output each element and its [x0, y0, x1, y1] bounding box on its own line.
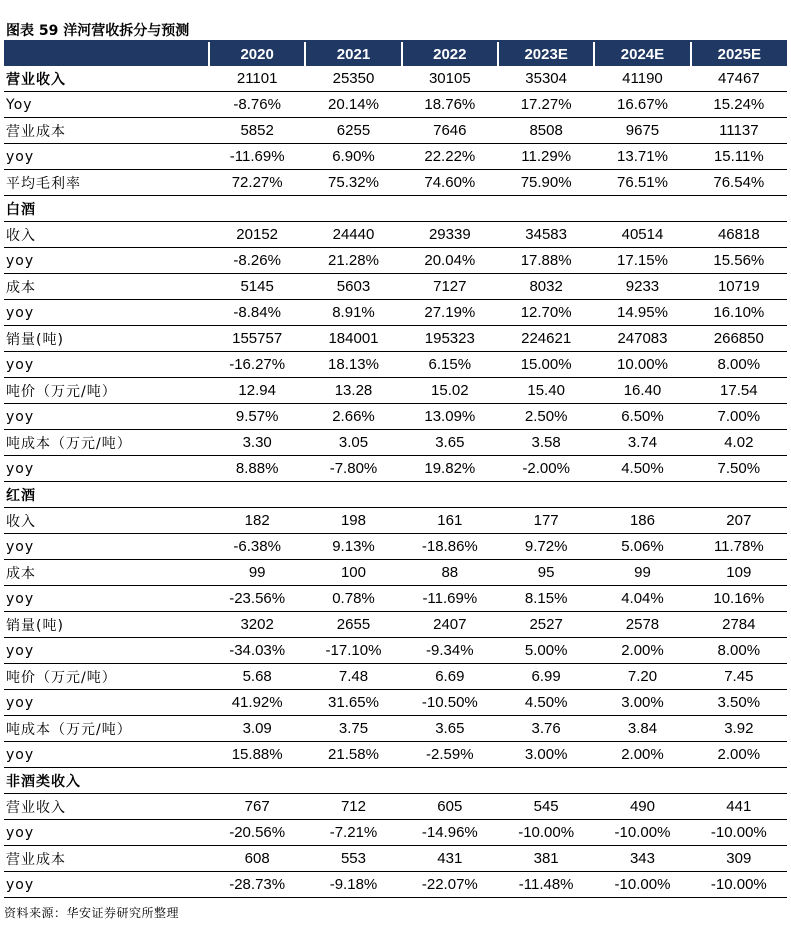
table-row: [4, 352, 787, 378]
value-cell: 9675: [594, 118, 690, 144]
value-cell: 2655: [305, 612, 401, 638]
value-cell: -16.27%: [209, 352, 305, 378]
table-header-row: [4, 42, 787, 66]
value-cell: 41190: [594, 66, 690, 92]
value-cell: [305, 768, 401, 794]
value-cell: 8.91%: [305, 300, 401, 326]
value-cell: -7.21%: [305, 820, 401, 846]
value-cell: [209, 768, 305, 794]
row-label: 营业收入: [4, 66, 209, 92]
value-cell: 88: [402, 560, 498, 586]
value-cell: [691, 482, 787, 508]
value-cell: 34583: [498, 222, 594, 248]
value-cell: [594, 482, 690, 508]
header-cell: [4, 42, 209, 66]
value-cell: 21.58%: [305, 742, 401, 768]
table-row: [4, 144, 787, 170]
value-cell: -9.18%: [305, 872, 401, 898]
value-cell: -11.48%: [498, 872, 594, 898]
value-cell: 10719: [691, 274, 787, 300]
table-row: [4, 846, 787, 872]
row-label: yoy: [4, 742, 209, 768]
value-cell: 247083: [594, 326, 690, 352]
value-cell: 490: [594, 794, 690, 820]
value-cell: 12.70%: [498, 300, 594, 326]
table-row: [4, 300, 787, 326]
value-cell: -8.76%: [209, 92, 305, 118]
value-cell: 5.68: [209, 664, 305, 690]
value-cell: 767: [209, 794, 305, 820]
value-cell: 15.40: [498, 378, 594, 404]
value-cell: 19.82%: [402, 456, 498, 482]
value-cell: 3.84: [594, 716, 690, 742]
section-row: [4, 768, 787, 794]
value-cell: 40514: [594, 222, 690, 248]
row-label: 成本: [4, 274, 209, 300]
value-cell: 17.88%: [498, 248, 594, 274]
value-cell: [498, 196, 594, 222]
value-cell: 8.88%: [209, 456, 305, 482]
value-cell: 8032: [498, 274, 594, 300]
value-cell: [498, 482, 594, 508]
value-cell: 182: [209, 508, 305, 534]
row-label: yoy: [4, 456, 209, 482]
table-row: [4, 820, 787, 846]
value-cell: 35304: [498, 66, 594, 92]
section-row: [4, 482, 787, 508]
row-label: 吨成本（万元/吨）: [4, 716, 209, 742]
value-cell: 100: [305, 560, 401, 586]
value-cell: 3.74: [594, 430, 690, 456]
value-cell: -18.86%: [402, 534, 498, 560]
value-cell: 184001: [305, 326, 401, 352]
table-body: [4, 66, 787, 898]
value-cell: 6255: [305, 118, 401, 144]
value-cell: -10.00%: [691, 820, 787, 846]
table-row: [4, 404, 787, 430]
table-row: [4, 716, 787, 742]
value-cell: 2578: [594, 612, 690, 638]
value-cell: 5603: [305, 274, 401, 300]
table-row: [4, 326, 787, 352]
figure-title: 图表 59 洋河营收拆分与预测: [6, 23, 190, 39]
table-row: [4, 560, 787, 586]
value-cell: [402, 196, 498, 222]
value-cell: 47467: [691, 66, 787, 92]
row-label: yoy: [4, 872, 209, 898]
table-row: [4, 456, 787, 482]
value-cell: -2.00%: [498, 456, 594, 482]
value-cell: [594, 196, 690, 222]
row-label: yoy: [4, 534, 209, 560]
value-cell: 7.48: [305, 664, 401, 690]
header-cell: 2023E: [498, 42, 594, 66]
value-cell: -10.00%: [594, 820, 690, 846]
value-cell: 13.28: [305, 378, 401, 404]
value-cell: 2527: [498, 612, 594, 638]
value-cell: 72.27%: [209, 170, 305, 196]
table-row: [4, 66, 787, 92]
table-row: [4, 274, 787, 300]
value-cell: 15.24%: [691, 92, 787, 118]
row-label: 收入: [4, 508, 209, 534]
row-label: 营业成本: [4, 118, 209, 144]
value-cell: -20.56%: [209, 820, 305, 846]
row-label: 营业成本: [4, 846, 209, 872]
row-label: yoy: [4, 638, 209, 664]
value-cell: 195323: [402, 326, 498, 352]
value-cell: 2.00%: [691, 742, 787, 768]
value-cell: -14.96%: [402, 820, 498, 846]
value-cell: 9.72%: [498, 534, 594, 560]
table-row: [4, 534, 787, 560]
table-row: [4, 872, 787, 898]
value-cell: 224621: [498, 326, 594, 352]
value-cell: 2407: [402, 612, 498, 638]
value-cell: 99: [594, 560, 690, 586]
value-cell: -11.69%: [209, 144, 305, 170]
value-cell: 605: [402, 794, 498, 820]
value-cell: 75.90%: [498, 170, 594, 196]
value-cell: 6.99: [498, 664, 594, 690]
value-cell: 95: [498, 560, 594, 586]
value-cell: 8.00%: [691, 352, 787, 378]
value-cell: 75.32%: [305, 170, 401, 196]
value-cell: 3.00%: [594, 690, 690, 716]
value-cell: -10.00%: [691, 872, 787, 898]
value-cell: 2.66%: [305, 404, 401, 430]
value-cell: 6.90%: [305, 144, 401, 170]
value-cell: 177: [498, 508, 594, 534]
value-cell: 3.50%: [691, 690, 787, 716]
value-cell: 5852: [209, 118, 305, 144]
row-label: 吨价（万元/吨）: [4, 664, 209, 690]
value-cell: -10.00%: [498, 820, 594, 846]
row-label: 吨成本（万元/吨）: [4, 430, 209, 456]
value-cell: 0.78%: [305, 586, 401, 612]
value-cell: 266850: [691, 326, 787, 352]
value-cell: 109: [691, 560, 787, 586]
value-cell: [209, 482, 305, 508]
value-cell: -23.56%: [209, 586, 305, 612]
section-row: [4, 196, 787, 222]
value-cell: 8508: [498, 118, 594, 144]
value-cell: 6.69: [402, 664, 498, 690]
value-cell: 3.76: [498, 716, 594, 742]
value-cell: 18.13%: [305, 352, 401, 378]
value-cell: 20.14%: [305, 92, 401, 118]
revenue-forecast-table: [4, 42, 787, 898]
value-cell: 76.54%: [691, 170, 787, 196]
value-cell: 7127: [402, 274, 498, 300]
value-cell: 7646: [402, 118, 498, 144]
value-cell: 13.09%: [402, 404, 498, 430]
header-cell: 2025E: [691, 42, 787, 66]
row-label: 销量(吨): [4, 326, 209, 352]
value-cell: 12.94: [209, 378, 305, 404]
table-row: [4, 690, 787, 716]
value-cell: 7.45: [691, 664, 787, 690]
value-cell: 545: [498, 794, 594, 820]
value-cell: 3.00%: [498, 742, 594, 768]
source-note: 资料来源：华安证券研究所整理: [4, 906, 180, 920]
value-cell: 3.09: [209, 716, 305, 742]
row-label: 吨价（万元/吨）: [4, 378, 209, 404]
value-cell: 11.29%: [498, 144, 594, 170]
header-cell: 2022: [402, 42, 498, 66]
value-cell: [594, 768, 690, 794]
value-cell: [209, 196, 305, 222]
table-row: [4, 638, 787, 664]
row-label: 白酒: [4, 196, 209, 222]
table-row: [4, 430, 787, 456]
value-cell: 14.95%: [594, 300, 690, 326]
value-cell: 431: [402, 846, 498, 872]
table-row: [4, 794, 787, 820]
value-cell: 2784: [691, 612, 787, 638]
value-cell: 21.28%: [305, 248, 401, 274]
value-cell: 6.15%: [402, 352, 498, 378]
row-label: 收入: [4, 222, 209, 248]
value-cell: [691, 196, 787, 222]
value-cell: -17.10%: [305, 638, 401, 664]
value-cell: 29339: [402, 222, 498, 248]
value-cell: -11.69%: [402, 586, 498, 612]
row-label: yoy: [4, 144, 209, 170]
value-cell: 8.15%: [498, 586, 594, 612]
table-row: [4, 586, 787, 612]
value-cell: 7.50%: [691, 456, 787, 482]
value-cell: 2.00%: [594, 638, 690, 664]
value-cell: 15.88%: [209, 742, 305, 768]
value-cell: 161: [402, 508, 498, 534]
value-cell: 8.00%: [691, 638, 787, 664]
value-cell: 309: [691, 846, 787, 872]
value-cell: 17.27%: [498, 92, 594, 118]
value-cell: -6.38%: [209, 534, 305, 560]
value-cell: 15.11%: [691, 144, 787, 170]
table-row: [4, 222, 787, 248]
value-cell: 4.04%: [594, 586, 690, 612]
value-cell: 155757: [209, 326, 305, 352]
row-label: 平均毛利率: [4, 170, 209, 196]
value-cell: 381: [498, 846, 594, 872]
row-label: yoy: [4, 352, 209, 378]
value-cell: 30105: [402, 66, 498, 92]
value-cell: 9.57%: [209, 404, 305, 430]
header-cell: 2020: [209, 42, 305, 66]
value-cell: 76.51%: [594, 170, 690, 196]
value-cell: -22.07%: [402, 872, 498, 898]
value-cell: 10.00%: [594, 352, 690, 378]
value-cell: 553: [305, 846, 401, 872]
value-cell: 9233: [594, 274, 690, 300]
value-cell: -9.34%: [402, 638, 498, 664]
value-cell: 3.30: [209, 430, 305, 456]
value-cell: -8.84%: [209, 300, 305, 326]
value-cell: 3.65: [402, 430, 498, 456]
row-label: 红酒: [4, 482, 209, 508]
value-cell: 5.00%: [498, 638, 594, 664]
table-row: [4, 664, 787, 690]
value-cell: 41.92%: [209, 690, 305, 716]
row-label: 营业收入: [4, 794, 209, 820]
value-cell: 4.02: [691, 430, 787, 456]
row-label: Yoy: [4, 92, 209, 118]
header-cell: 2024E: [594, 42, 690, 66]
value-cell: 24440: [305, 222, 401, 248]
value-cell: 2.50%: [498, 404, 594, 430]
value-cell: 16.40: [594, 378, 690, 404]
row-label: yoy: [4, 300, 209, 326]
value-cell: [305, 482, 401, 508]
value-cell: 343: [594, 846, 690, 872]
value-cell: 441: [691, 794, 787, 820]
value-cell: 16.10%: [691, 300, 787, 326]
value-cell: 20.04%: [402, 248, 498, 274]
value-cell: 186: [594, 508, 690, 534]
value-cell: -34.03%: [209, 638, 305, 664]
value-cell: 21101: [209, 66, 305, 92]
value-cell: 10.16%: [691, 586, 787, 612]
table-row: [4, 170, 787, 196]
value-cell: 25350: [305, 66, 401, 92]
value-cell: [691, 768, 787, 794]
value-cell: 46818: [691, 222, 787, 248]
value-cell: 3.75: [305, 716, 401, 742]
value-cell: 15.56%: [691, 248, 787, 274]
value-cell: 13.71%: [594, 144, 690, 170]
value-cell: 6.50%: [594, 404, 690, 430]
value-cell: 11.78%: [691, 534, 787, 560]
value-cell: -8.26%: [209, 248, 305, 274]
value-cell: 5145: [209, 274, 305, 300]
value-cell: 7.20: [594, 664, 690, 690]
value-cell: -28.73%: [209, 872, 305, 898]
value-cell: 712: [305, 794, 401, 820]
value-cell: 15.02: [402, 378, 498, 404]
value-cell: 3202: [209, 612, 305, 638]
value-cell: 4.50%: [498, 690, 594, 716]
row-label: 非酒类收入: [4, 768, 209, 794]
value-cell: 3.65: [402, 716, 498, 742]
table-row: [4, 378, 787, 404]
value-cell: 3.92: [691, 716, 787, 742]
value-cell: 3.05: [305, 430, 401, 456]
value-cell: 3.58: [498, 430, 594, 456]
row-label: 成本: [4, 560, 209, 586]
value-cell: 20152: [209, 222, 305, 248]
table-row: [4, 248, 787, 274]
value-cell: [305, 196, 401, 222]
row-label: yoy: [4, 820, 209, 846]
row-label: yoy: [4, 586, 209, 612]
table-row: [4, 118, 787, 144]
value-cell: 17.54: [691, 378, 787, 404]
value-cell: 99: [209, 560, 305, 586]
value-cell: 16.67%: [594, 92, 690, 118]
value-cell: 17.15%: [594, 248, 690, 274]
value-cell: 31.65%: [305, 690, 401, 716]
table-row: [4, 92, 787, 118]
value-cell: -10.50%: [402, 690, 498, 716]
table-row: [4, 508, 787, 534]
value-cell: 198: [305, 508, 401, 534]
value-cell: 9.13%: [305, 534, 401, 560]
value-cell: 15.00%: [498, 352, 594, 378]
value-cell: -10.00%: [594, 872, 690, 898]
row-label: 销量(吨): [4, 612, 209, 638]
value-cell: 11137: [691, 118, 787, 144]
header-cell: 2021: [305, 42, 401, 66]
value-cell: 4.50%: [594, 456, 690, 482]
row-label: yoy: [4, 690, 209, 716]
value-cell: -2.59%: [402, 742, 498, 768]
value-cell: [402, 482, 498, 508]
value-cell: 74.60%: [402, 170, 498, 196]
value-cell: 2.00%: [594, 742, 690, 768]
value-cell: [402, 768, 498, 794]
value-cell: 207: [691, 508, 787, 534]
value-cell: 18.76%: [402, 92, 498, 118]
value-cell: 7.00%: [691, 404, 787, 430]
value-cell: 27.19%: [402, 300, 498, 326]
value-cell: -7.80%: [305, 456, 401, 482]
value-cell: 22.22%: [402, 144, 498, 170]
value-cell: [498, 768, 594, 794]
value-cell: 5.06%: [594, 534, 690, 560]
table-row: [4, 742, 787, 768]
table-row: [4, 612, 787, 638]
row-label: yoy: [4, 248, 209, 274]
value-cell: 608: [209, 846, 305, 872]
row-label: yoy: [4, 404, 209, 430]
